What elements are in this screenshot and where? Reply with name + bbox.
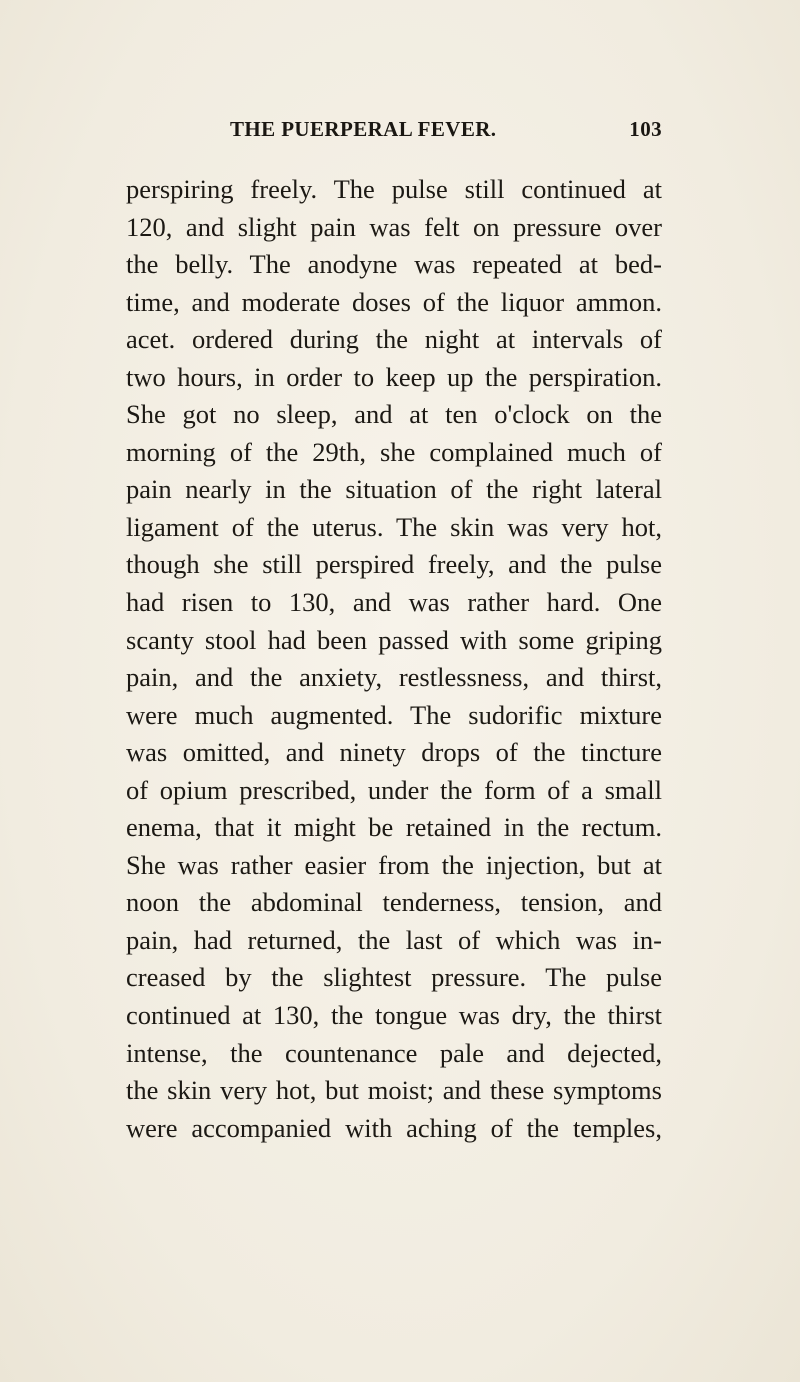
text-line: the belly. The anodyne was repeated at bed-	[126, 249, 662, 280]
text-line: were much augmented. The sudorific mixture	[126, 699, 662, 730]
text-line: She was rather easier from the injection, but at	[126, 849, 662, 880]
text-line: pain, and the anxiety, restlessness, and thirst,	[126, 662, 662, 693]
text-line: continued at 130, the tongue was dry, the thirst	[126, 1000, 662, 1031]
text-line: pain nearly in the situation of the right lateral	[126, 474, 662, 505]
body-text	[126, 171, 662, 1147]
running-title: THE PUERPERAL FEVER.	[230, 117, 497, 141]
text-line: ligament of the uterus. The skin was very hot,	[126, 511, 662, 542]
text-line: acet. ordered during the night at intervals of	[126, 324, 662, 355]
text-line: morning of the 29th, she complained much of	[126, 436, 662, 467]
text-line: enema, that it might be retained in the rectum.	[126, 812, 662, 843]
text-line: two hours, in order to keep up the perspiration.	[126, 361, 662, 392]
text-line: of opium prescribed, under the form of a small	[126, 774, 662, 805]
text-line: time, and moderate doses of the liquor ammon.	[126, 286, 662, 317]
running-header	[230, 117, 662, 147]
text-line: intense, the countenance pale and dejected,	[126, 1037, 662, 1068]
text-line: were accompanied with aching of the temples,	[126, 1112, 662, 1143]
text-line: though she still perspired freely, and the pulse	[126, 549, 662, 580]
page-number: 103	[629, 117, 662, 141]
text-line: scanty stool had been passed with some griping	[126, 624, 662, 655]
text-line: 120, and slight pain was felt on pressure over	[126, 211, 662, 242]
text-line: the skin very hot, but moist; and these symptoms	[126, 1075, 662, 1106]
text-line: She got no sleep, and at ten o'clock on the	[126, 399, 662, 430]
text-line: had risen to 130, and was rather hard. One	[126, 587, 662, 618]
text-line: pain, had returned, the last of which was in-	[126, 924, 662, 955]
text-line: was omitted, and ninety drops of the tincture	[126, 737, 662, 768]
text-line: noon the abdominal tenderness, tension, and	[126, 887, 662, 918]
text-line: perspiring freely. The pulse still continued at	[126, 174, 662, 204]
text-line: creased by the slightest pressure. The pulse	[126, 962, 662, 993]
